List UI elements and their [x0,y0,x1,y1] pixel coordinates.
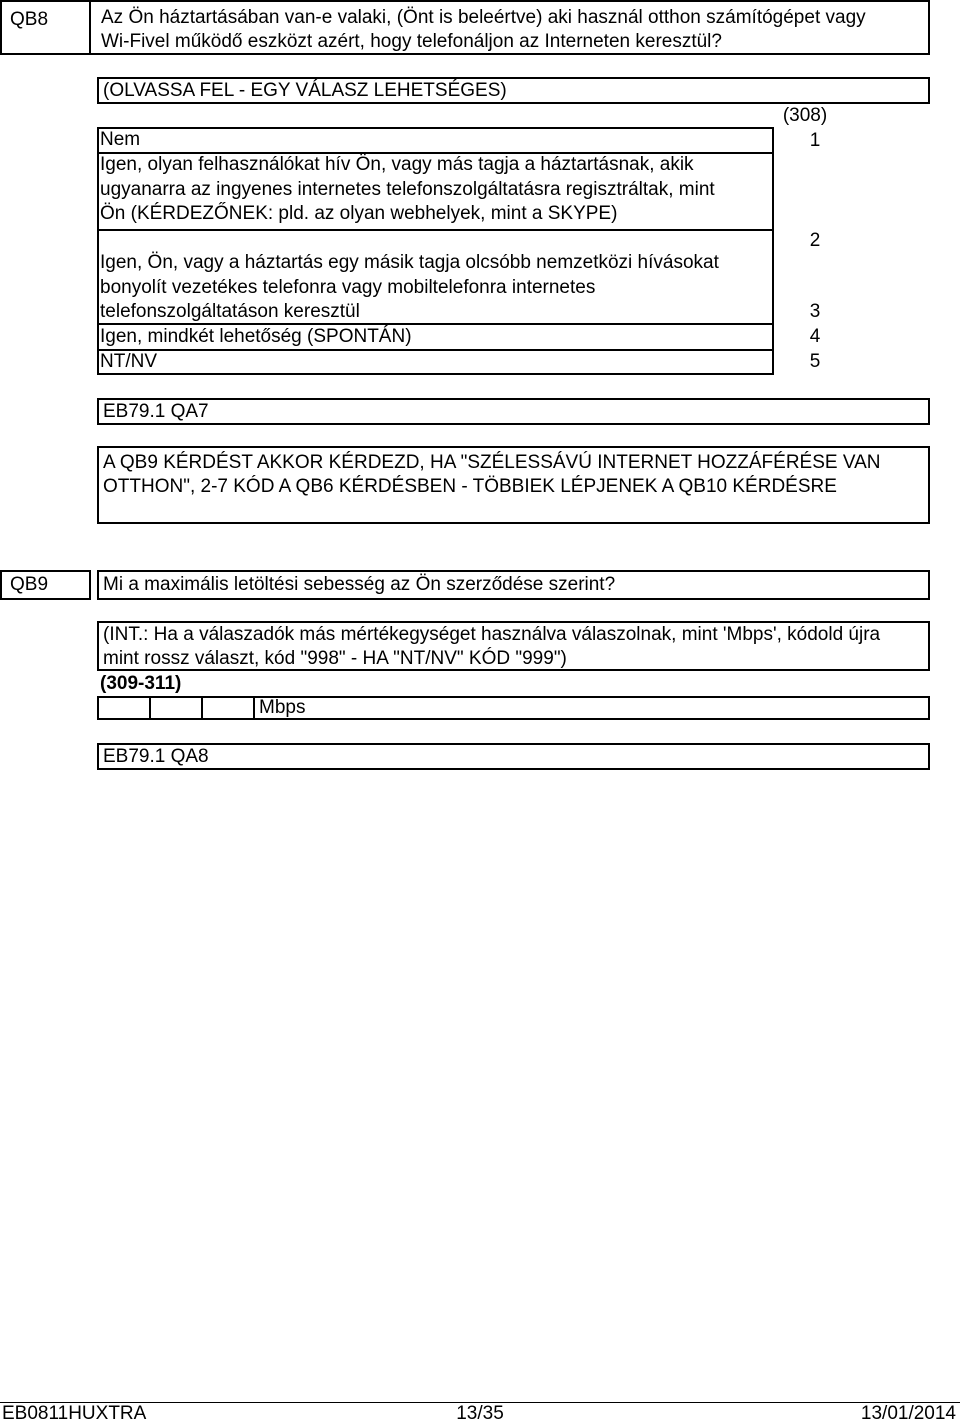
qb9-unit: Mbps [259,697,306,718]
digit-cell-1[interactable] [99,698,151,718]
option-label: Igen, Ön, vagy a háztartás egy másik tagja olcsóbb nemzetközi hívásokat [100,252,719,273]
qb9-answer-box [97,696,930,720]
option-label: bonyolít vezetékes telefonra vagy mobiltelefonra internetes [100,276,596,298]
qb8-instruction-box [97,77,930,104]
qb8-option-1-code: 1 [809,130,821,151]
reference-1: EB79.1 QA7 [103,401,209,422]
qb8-option-5[interactable] [100,350,773,375]
qb9-note-line1: : Ha a válaszadók más mértékegységet használva válaszolnak, mint 'Mbps', kódold újra [143,624,881,645]
qb8-instruction: (OLVASSA FEL - EGY VÁLASZ LEHETSÉGES) [103,80,507,101]
option-label: Igen, olyan felhasználókat hív Ön, vagy más tagja a háztartásnak, akik [100,154,694,175]
qb8-option-3[interactable] [100,251,773,325]
qb8-option-1[interactable] [100,128,773,153]
qb8-question-line1: Az Ön háztartásában van-e valaki, (Önt is beleértve) aki használ otthon számítógépet vagy [101,7,866,28]
qb8-id: QB8 [10,9,49,30]
digit-cell-3[interactable] [203,698,255,718]
qb9-question: Mi a maximális letöltési sebesség az Ön szerződése szerint? [103,574,616,595]
qb8-id-box [0,0,91,55]
reference-2: EB79.1 QA8 [103,746,209,767]
qb8-question-line2: Wi-Fivel működő eszközt azért, hogy telefonáljon az Interneten keresztül? [101,31,722,52]
qb9-note-prefix: (INT. [103,624,144,645]
qb9-id-box [0,570,91,600]
qb8-option-4[interactable] [100,325,773,350]
option-divider [97,229,774,231]
option-label: Nem [100,129,141,150]
qb8-column: (308) [782,105,828,126]
option-label: ugyanarra az ingyenes internetes telefonszolgáltatásra regisztráltak, mint [100,178,715,200]
qb8-question-box [89,0,930,55]
option-label: Ön (KÉRDEZŐNEK: pld. az olyan webhelyek, mint a SKYPE) [100,203,618,224]
qb9-column-label: (309-311) [100,673,182,694]
qb8-option-3-code: 3 [809,301,821,322]
footer-center: 13/35 [456,1403,504,1424]
qb9-question-box [97,570,930,600]
option-label: Igen, mindkét lehetőség (SPONTÁN) [100,326,412,347]
qb8-option-2-code: 2 [809,230,821,251]
filter-line2: OTTHON", 2-7 KÓD A QB6 KÉRDÉSBEN - TÖBBIEK LÉPJENEK A QB10 KÉRDÉSRE [103,476,837,497]
reference-box-1 [97,398,930,425]
qb8-option-2[interactable] [100,153,773,227]
filter-line1: A QB9 KÉRDÉST AKKOR KÉRDEZD, HA "SZÉLESSÁVÚ INTERNET HOZZÁFÉRÉSE VAN [103,452,881,473]
digit-cell-2[interactable] [151,698,203,718]
qb8-option-5-code: 5 [809,351,821,372]
qb9-note-line2: mint rossz választ, kód "998" - HA "NT/NV" KÓD "999") [103,648,567,669]
option-label: telefonszolgáltatáson keresztül [100,301,360,322]
qb8-option-4-code: 4 [809,326,821,347]
qb9-note-box [97,621,930,671]
filter-box [97,446,930,524]
qb9-id: QB9 [10,574,49,595]
qb9-column [100,672,300,696]
footer-right: 13/01/2014 [860,1403,956,1424]
option-label: NT/NV [100,351,157,372]
footer-left: EB0811HUXTRA [2,1403,147,1424]
reference-box-2 [97,743,930,770]
